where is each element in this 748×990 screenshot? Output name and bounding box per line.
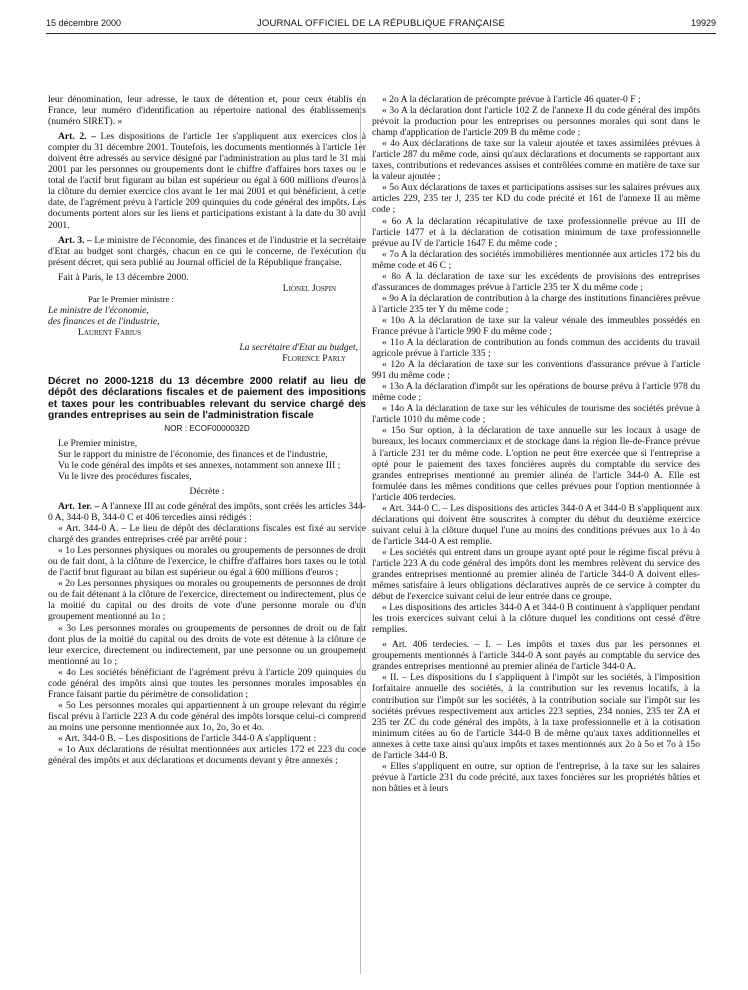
paragraph: « 13o A la déclaration d'impôt sur les opérations de bourse prévu à l'article 978 du même code ; — [372, 381, 700, 404]
paragraph: « 14o A la déclaration de taxe sur les véhicules de tourisme des sociétés prévue à l'article 1010 du même code ; — [372, 403, 700, 426]
paragraph: Vu le code général des impôts et ses annexes, notamment son annexe III ; — [58, 459, 341, 471]
paragraph: « Les sociétés qui entrent dans un groupe ayant opté pour le régime fiscal prévu à l'article 223 A du code général des impôts dont les membres relèvent du service des grandes entreprises mentionné au premier alinéa de l'article 344-0 A doivent elles-mêmes satisfaire à leurs obligations déclaratives auprès de ce service à compter du début de l'exercice suivant celui de leur entrée dans ce groupe. — [372, 546, 700, 603]
paragraph: « 11o A la déclaration de contribution au fonds commun des accidents du travail agricole prévue à l'article 335 ; — [372, 337, 700, 360]
minister-title-line-2: des finances et de l'industrie, — [48, 315, 160, 327]
decrete-heading: Décrète : — [189, 485, 225, 497]
paragraph: « 1o Aux déclarations de résultat mentionnées aux articles 172 et 223 du code général des impôts et aux déclarations et documents devant y être annexés ; — [48, 744, 366, 767]
secretary-name: Florence Parly — [282, 353, 346, 365]
signature-date: Fait à Paris, le 13 décembre 2000. — [58, 271, 189, 283]
paragraph: Le Premier ministre, — [58, 437, 138, 449]
paragraph: « 3o A la déclaration dont l'article 102 Z de l'annexe II du code général des impôts prévoit la production pour les entreprises ou personnes morales qui sont dans le champ d'application de l'article 209 B du même code ; — [372, 105, 700, 139]
paragraph: « Art. 344-0 C. – Les dispositions des articles 344-0 A et 344-0 B s'appliquent aux déclarations qui doivent être souscrites à compter du début du deuxième exercice suivant celui à la clôture duquel l'une au moins des conditions prévues aux 1o à 4o de l'article 344-0 A est remplie. — [372, 502, 700, 547]
minister-name: Laurent Fabius — [78, 326, 141, 338]
paragraph: « Elles s'appliquent en outre, sur option de l'entreprise, à la taxe sur les salaires prévue à l'article 231 du code précité, aux taxes foncières sur les propriétés bâties et non bâties et à leurs — [372, 760, 700, 794]
paragraph: « 4o Les sociétés bénéficiant de l'agrément prévu à l'article 209 quinquies du code général des impôts ainsi que toutes les personnes morales imposables en France faisant partie du périmètre de consolidation ; — [48, 666, 366, 700]
header-page-number: 19929 — [690, 18, 716, 28]
paragraph: « Les dispositions des articles 344-0 A et 344-0 B continuent à s'appliquer pendant les trois exercices suivant celui à la clôture duquel les conditions ont cessé d'être remplies. — [372, 602, 700, 636]
header-rule — [46, 33, 716, 34]
page-header — [46, 18, 716, 32]
paragraph: « II. – Les dispositions du I s'appliquent à l'impôt sur les sociétés, à l'imposition forfaitaire annuelle des sociétés, à la contribution sur les revenus locatifs, à la contribution sur l'impôt sur les sociétés, à la contribution sociale sur l'impôt sur les sociétés prévues respectivement aux articles 223 septies, 234 nonies, 235 ter ZA et 235 ter ZC du code général des impôts, à la taxe professionnelle et à la cotisation minimum citées au 6o de l'article 344-0 B de même qu'aux taxes additionnelles et annexes à cette taxe ainsi qu'aux impôts et taxes mentionnés aux 2o à 5o et 7o à 15o de l'article 344-0 B. — [372, 672, 700, 761]
paragraph: « Art. 344-0 A. – Le lieu de dépôt des déclarations fiscales est fixé au service chargé des grandes entreprises créé par arrêté pour : — [48, 523, 366, 546]
right-column — [372, 94, 700, 794]
header-journal-title: JOURNAL OFFICIEL DE LA RÉPUBLIQUE FRANÇAISE — [256, 18, 506, 29]
column-separator — [360, 94, 361, 974]
paragraph: Sur le rapport du ministre de l'économie, des finances et de l'industrie, — [58, 448, 328, 460]
paragraph: leur dénomination, leur adresse, le taux de détention et, pour ceux établis en France, leur numéro d'identification au répertoire national des établissements (numéro SIRET). » — [48, 94, 366, 128]
paragraph: « 15o Sur option, à la déclaration de taxe annuelle sur les locaux à usage de bureaux, les locaux commerciaux et de stockage dans la région Ile-de-France prévue à l'article 231 ter du même code. L'option ne peut être exercée que si l'entreprise a opté pour le paiement des taxes foncières auprès du comptable du service des grandes entreprises mentionné au premier alinéa de l'article 344-0 A. Elle est formulée dans les mêmes conditions que celles prévues pour l'option mentionnée à l'article 406 terdecies. — [372, 425, 700, 503]
paragraph: Vu le livre des procédures fiscales, — [58, 470, 192, 482]
paragraph: « 5o Les personnes morales qui appartiennent à un groupe relevant du régime fiscal prévu à l'article 223 A du code général des impôts lorsque celui-ci comprend au moins une personne mentionnée aux 1o, 2o, 3o et 4o. — [48, 699, 366, 733]
paragraph: « 8o A la déclaration de taxe sur les excédents de provisions des entreprises d'assurances de dommages prévue à l'article 235 ter X du même code ; — [372, 270, 700, 293]
signature-caption: Par le Premier ministre : — [88, 293, 174, 304]
secretary-title: La secrétaire d'Etat au budget, — [239, 341, 358, 353]
paragraph: « 2o A la déclaration de précompte prévue à l'article 46 quater-0 F ; — [382, 94, 641, 105]
decree-title: Décret no 2000-1218 du 13 décembre 2000 relatif au lieu de dépôt des déclarations fiscales et de paiement des impositions et taxes pour les contribuables relevant du service chargé des grandes entreprises au sein de l'administration fiscale — [48, 376, 366, 422]
nor-reference: NOR : ECOF0000032D — [164, 423, 250, 433]
paragraph: « 12o A la déclaration de taxe sur les conventions d'assurance prévue à l'article 991 du même code ; — [372, 359, 700, 382]
paragraph: « 2o Les personnes physiques ou morales ou groupements de personnes de droit ou de fait détenant à la clôture de l'exercice, directement ou indirectement, plus de la moitié du capital ou des droits de vote d'une personne morale ou d'un groupement mentionné au 1o ; — [48, 578, 366, 623]
paragraph: « 9o A la déclaration de contribution à la charge des institutions financières prévue à l'article 235 ter Y du même code ; — [372, 292, 700, 315]
signature-prime-minister: Lionel Jospin — [282, 282, 336, 294]
minister-title-line-1: Le ministre de l'économie, — [48, 304, 149, 316]
article-2: Art. 2. – Les dispositions de l'article 1er s'appliquent aux exercices clos à compter du 31 décembre 2001. Toutefois, les documents mentionnés à l'article 1er doivent être adressés au service désigné par l'administration au plus tard le 31 mai 2001 par les personnes ou groupements dont le chiffre d'affaires hors taxes ou le total de l'actif brut figurant au bilan est supérieur ou égal à 600 millions d'euros à la clôture du dernier exercice clos avant le 1er mai 2001 et qui bénéficient, à cette date, de l'agrément prévu à l'article 209 quinquies du code général des impôts. Les documents portent alors sur les liens et participations existant à la date du 30 avril 2001. — [48, 131, 366, 231]
paragraph: « 1o Les personnes physiques ou morales ou groupements de personnes de droit ou de fait dont, à la clôture de l'exercice, le chiffre d'affaires hors taxes ou le total de l'actif brut figurant au bilan est supérieur ou égal à 600 millions d'euros ; — [48, 545, 366, 579]
paragraph: « 3o Les personnes morales ou groupements de personnes de droit ou de fait dont plus de la moitié du capital ou des droits de vote est détenue à la clôture de leur exercice, directement ou indirectement, par une personne ou un groupement mentionné au 1o ; — [48, 622, 366, 667]
article-3: Art. 3. – Le ministre de l'économie, des finances et de l'industrie et la secrétaire d'Etat au budget sont chargés, chacun en ce qui le concerne, de l'exécution du présent décret, qui sera publié au Journal officiel de la République française. — [48, 234, 366, 268]
paragraph: « 7o A la déclaration des sociétés immobilières mentionnée aux articles 172 bis du même code et 46 C ; — [372, 248, 700, 271]
header-date: 15 décembre 2000 — [46, 18, 122, 28]
paragraph: « 4o Aux déclarations de taxe sur la valeur ajoutée et taxes assimilées prévues à l'article 287 du même code, ainsi qu'aux déclarations et documents se rapportant aux taxes, contributions et redevances assises et contrôlées comme en matière de taxe sur la valeur ajoutée ; — [372, 138, 700, 183]
paragraph: « 10o A la déclaration de taxe sur la valeur vénale des immeubles possédés en France prévue à l'article 990 F du même code ; — [372, 314, 700, 337]
paragraph: « Art. 406 terdecies. – I. – Les impôts et taxes dus par les personnes et groupements mentionnés à l'article 344-0 A sont payés au comptable du service des grandes entreprises mentionné au premier alinéa de l'article 344-0 A. — [372, 639, 700, 673]
paragraph: « Art. 344-0 B. – Les dispositions de l'article 344-0 A s'appliquent : — [58, 732, 317, 744]
paragraph: « 5o Aux déclarations de taxes et participations assises sur les salaires prévues aux articles 229, 235 ter J, 235 ter KD du code précité et 161 de l'annexe II au même code ; — [372, 182, 700, 216]
article-1: Art. 1er. – A l'annexe III au code général des impôts, sont créés les articles 344-0 A, 344-0 B, 344-0 C et 406 tercedies ainsi rédigés : — [48, 500, 366, 524]
left-column — [48, 94, 366, 766]
paragraph: « 6o A la déclaration récapitulative de taxe professionnelle prévue au III de l'article 1477 et à la déclaration de cotisation minimum de taxe professionnelle prévue au IV de l'article 1647 E du même code ; — [372, 215, 700, 249]
